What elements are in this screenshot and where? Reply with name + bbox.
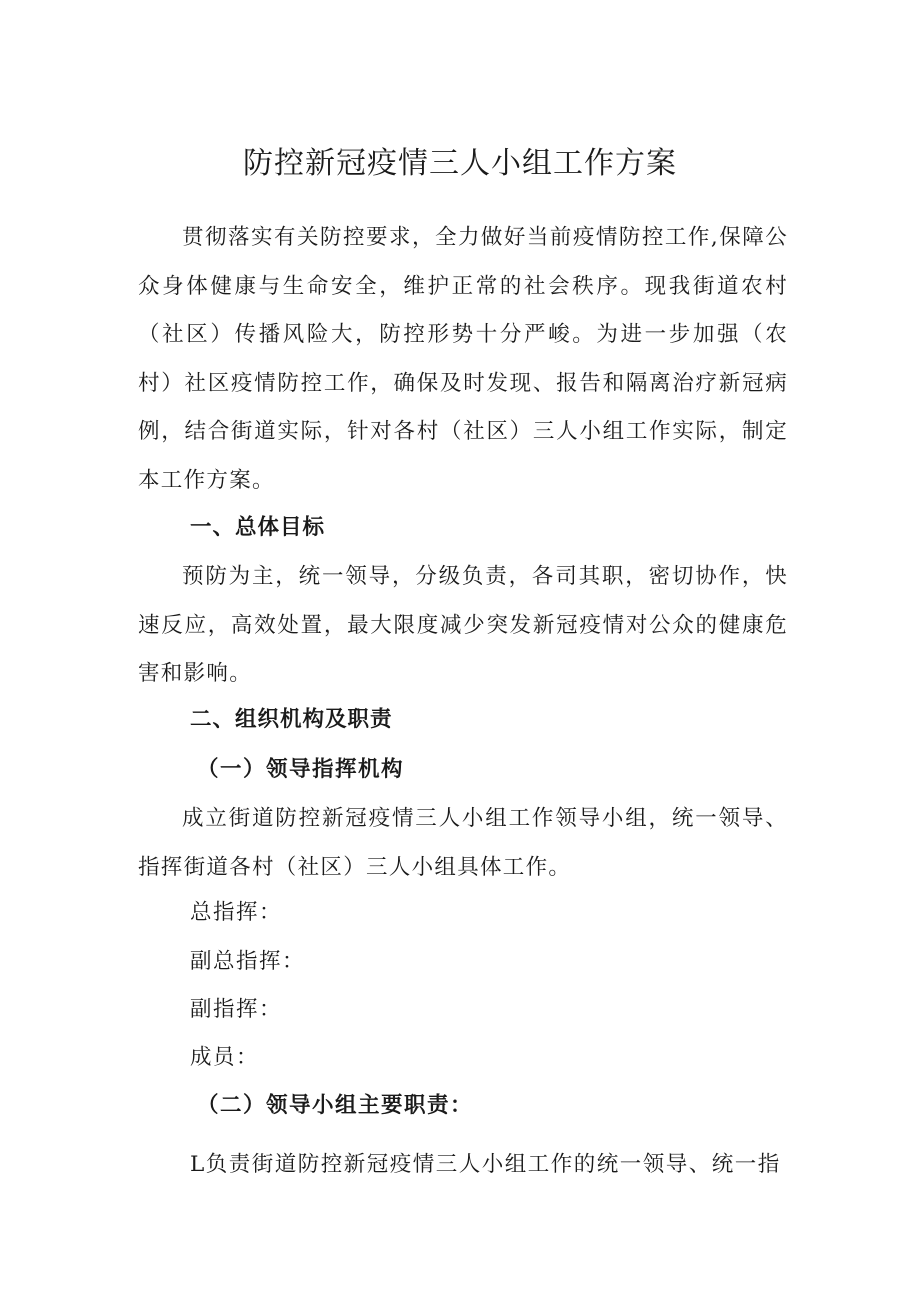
document-title: 防控新冠疫情三人小组工作方案 — [243, 146, 677, 181]
subheading-command-body: （一）领导指挥机构 — [197, 757, 405, 782]
general-goal-paragraph: 预防为主，统一领导，分级负责，各司其职，密切协作，快速反应，高效处置，最大限度减少突发新冠疫情对公众的健康危害和影响。 — [138, 564, 788, 686]
role-deputy-chief-commander: 副总指挥： — [190, 949, 306, 974]
section-heading-general-goal: 一、总体目标 — [190, 515, 326, 540]
duty-item-1: L负责街道防控新冠疫情三人小组工作的统一领导、统一指 — [190, 1152, 781, 1177]
role-deputy-commander: 副指挥： — [190, 997, 283, 1022]
role-members: 成员： — [190, 1045, 260, 1070]
command-body-paragraph: 成立街道防控新冠疫情三人小组工作领导小组，统一领导、指挥街道各村（社区）三人小组具体工作。 — [138, 806, 788, 880]
subheading-duties: （二）领导小组主要职责： — [197, 1093, 474, 1118]
role-commander: 总指挥： — [190, 900, 283, 925]
section-heading-organization: 二、组织机构及职责 — [190, 707, 393, 732]
intro-paragraph: 贯彻落实有关防控要求，全力做好当前疫情防控工作,保障公众身体健康与生命安全，维护正常的社会秩序。现我街道农村（社区）传播风险大，防控形势十分严峻。为进一步加强（农村）社区疫情防控工作，确保及时发现、报告和隔离治疗新冠病例，结合街道实际，针对各村（社区）三人小组工作实际，制定本工作方案。 — [138, 225, 788, 493]
